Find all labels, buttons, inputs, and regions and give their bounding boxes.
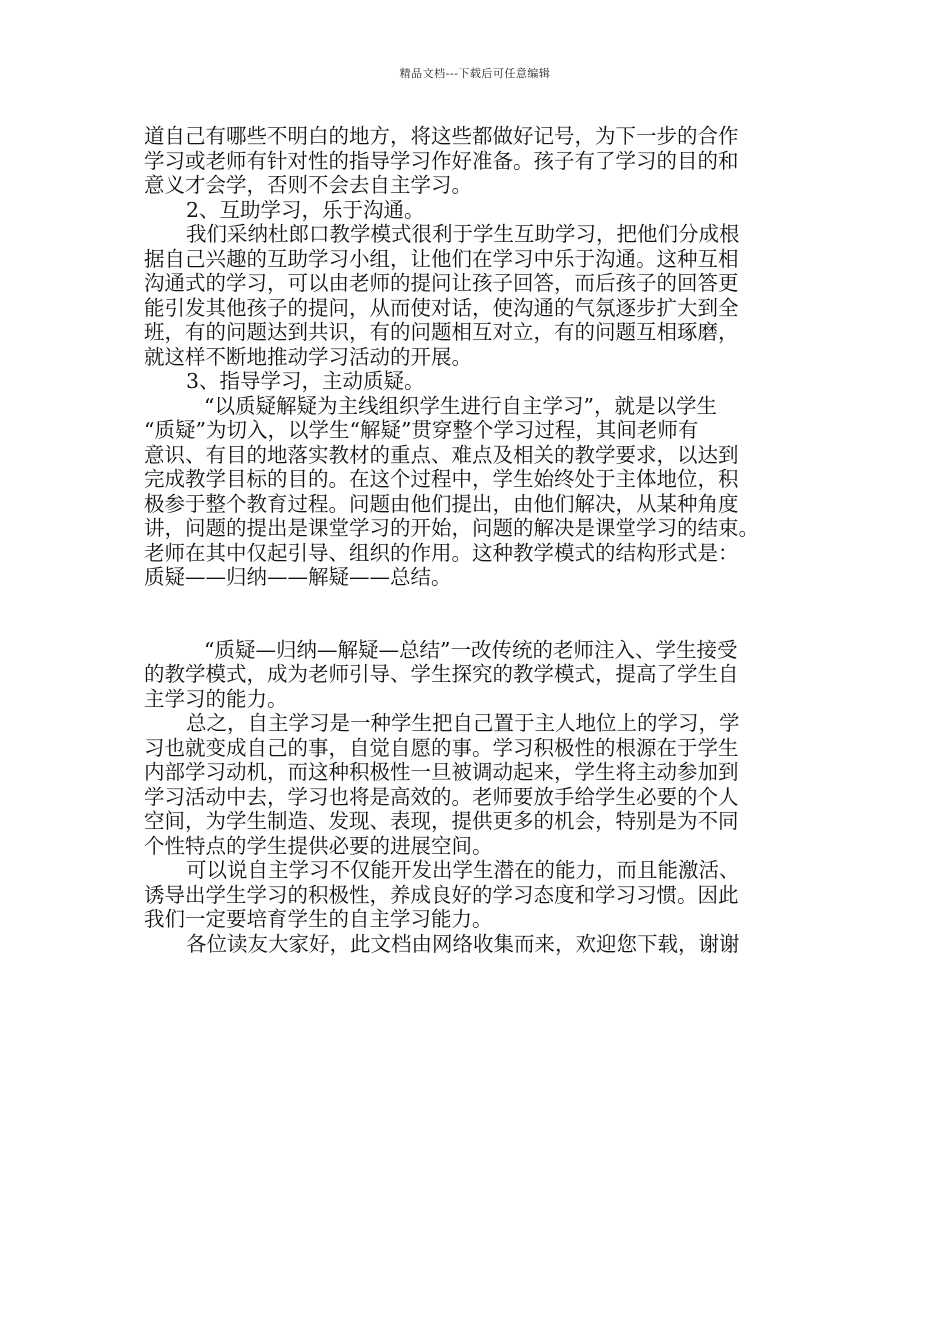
text-line: 总之，自主学习是一种学生把自己置于主人地位上的学习，学	[186, 711, 740, 735]
text-line: 内部学习动机，而这种积极性一旦被调动起来，学生将主动参加到	[144, 760, 739, 784]
text-line: 班，有的问题达到共识，有的问题相互对立，有的问题互相琢磨，	[144, 320, 739, 344]
text-line: 完成教学目标的目的。在这个过程中，学生始终处于主体地位，积	[144, 467, 739, 491]
text-line: 就这样不断地推动学习活动的开展。	[144, 344, 472, 369]
text-line: 学习活动中去，学习也将是高效的。老师要放手给学生必要的个人	[144, 784, 739, 809]
blank-line	[144, 590, 824, 638]
text-line: 意义才会学，否则不会去自主学习。	[144, 173, 472, 197]
text-line: 我们一定要培育学生的自主学习能力。	[144, 907, 493, 931]
text-line: 习也就变成自己的事，自觉自愿的事。学习积极性的根源在于学生	[144, 735, 739, 760]
text-line: 我们采纳杜郎口教学模式很利于学生互助学习，把他们分成根	[186, 222, 740, 246]
text-line: 极参于整个教育过程。问题由他们提出，由他们解决，从某种角度	[144, 491, 739, 516]
text-line: “以质疑解疑为主线组织学生进行自主学习”，就是以学生	[204, 393, 717, 418]
page-header: 精品文档---下载后可任意编辑	[399, 67, 551, 80]
text-line: 沟通式的学习，可以由老师的提问让孩子回答，而后孩子的回答更	[144, 271, 739, 295]
text-line: “质疑”为切入，以学生“解疑”贯穿整个学习过程，其间老师有	[144, 418, 699, 442]
text-line: 个性特点的学生提供必要的进展空间。	[144, 833, 493, 858]
text-line: 质疑——归纳——解疑——总结。	[144, 565, 452, 589]
text-line: 主学习的能力。	[144, 686, 288, 711]
text-line: 诱导出学生学习的积极性，养成良好的学习态度和学习习惯。因此	[144, 882, 739, 907]
text-line: 学习或老师有针对性的指导学习作好准备。孩子有了学习的目的和	[144, 148, 739, 173]
text-line: 可以说自主学习不仅能开发出学生潜在的能力，而且能激活、	[186, 858, 740, 882]
text-line: 空间，为学生制造、发现、表现，提供更多的机会，特别是为不同	[144, 809, 739, 833]
text-line: 老师在其中仅起引导、组织的作用。这种教学模式的结构形式是：	[144, 540, 739, 565]
text-line: 据自己兴趣的互助学习小组，让他们在学习中乐于沟通。这种互相	[144, 246, 739, 271]
text-line: 能引发其他孩子的提问，从而使对话，使沟通的气氛逐步扩大到全	[144, 295, 739, 320]
text-line: 意识、有目的地落实教材的重点、难点及相关的教学要求，以达到	[144, 442, 739, 467]
document-body	[144, 124, 824, 956]
section-heading: 2、互助学习，乐于沟通。	[186, 197, 425, 222]
text-line: 讲，问题的提出是课堂学习的开始，问题的解决是课堂学习的结束。	[144, 516, 759, 540]
section-heading: 3、指导学习，主动质疑。	[186, 369, 425, 393]
text-line: “质疑—归纳—解疑—总结”一改传统的老师注入、学生接受	[204, 637, 738, 662]
text-line: 各位读友大家好，此文档由网络收集而来，欢迎您下载，谢谢	[186, 931, 740, 956]
text-line: 道自己有哪些不明白的地方，将这些都做好记号，为下一步的合作	[144, 124, 739, 148]
text-line: 的教学模式，成为老师引导、学生探究的教学模式，提高了学生自	[144, 662, 739, 686]
